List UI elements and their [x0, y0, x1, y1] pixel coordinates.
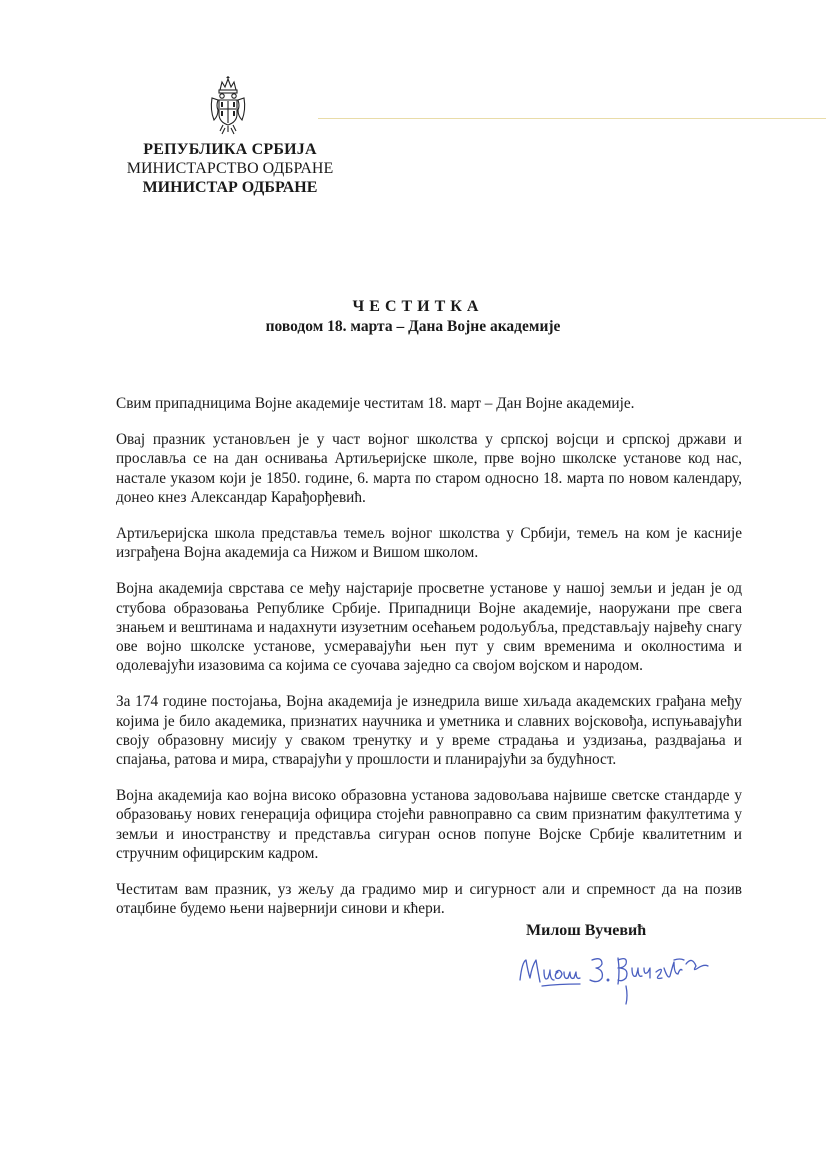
republic-name: РЕПУБЛИКА СРБИЈА	[143, 141, 317, 158]
letterhead	[100, 140, 360, 197]
paragraph: Честитам вам празник, уз жељу да градимо мир и сигурност али и спремност да на позив отаџбине будемо њени највернији синови и кћери.	[116, 881, 742, 918]
paragraph: За 174 године постојања, Војна академија је изнедрила више хиљада академских грађана међу којима је било академика, признатих научника и уметника и славних војсковођа, испуњавајући своју образовну мисију у сваком тренутку и у време страдања и уздизања, раздвајања и спајања, ратова и мира, стварајући у прошлости и планирајући за будућност.	[116, 693, 742, 769]
paragraph: Артиљеријска школа представља темељ војног школства у Србији, темељ на ком је касније изграђена Војна академија са Нижом и Вишом школом.	[116, 525, 742, 562]
minister-title: МИНИСТАР ОДБРАНЕ	[142, 179, 318, 196]
handwritten-signature	[514, 938, 714, 1008]
paragraph: Војна академија као војна високо образовна установа задовољава највише светске стандарде у образовању нових генерација официра стојећи равноправно са свим признатим факултетима у земљи и иностранству и представља сигуран основ попуне Војске Србије квалитетним и стручним официрским кадром.	[116, 787, 742, 862]
header-rule	[318, 118, 826, 119]
title-subtitle: поводом 18. марта – Дана Војне академије	[265, 318, 561, 335]
paragraph: Овај празник установљен је у част војног школства у српској војсци и српској држави и прославља се на дан оснивања Артиљеријске школе, прве војно школске установе код нас, настале указом који је 1850. године, 6. марта по старом односно 18. марта по новом календару, донео кнез Александар Карађорђевић.	[116, 431, 742, 506]
signer-name: Милош Вучевић	[526, 922, 647, 939]
serbian-coat-of-arms-icon	[208, 76, 248, 138]
letter-body	[116, 394, 742, 935]
paragraph: Свим припадницима Војне академије честитам 18. март – Дан Војне академије.	[116, 395, 635, 412]
document-title	[0, 297, 826, 337]
ministry-name: МИНИСТАРСТВО ОДБРАНЕ	[126, 160, 334, 177]
paragraph: Војна академија сврстава се међу најстарије просветне установе у нашој земљи и један је од стубова образовања Републике Србије. Припадници Војне академије, наоружани пре свега знањем и вештинама и надахнути изузетним осећањем родољубља, представљају највећу снагу ове војно школске установе, усмеравајући њен пут у свим временима и околностима и одолевајући изазовима са којима се суочава заједно са својом војском и народом.	[116, 580, 742, 675]
title-main: ЧЕСТИТКА	[352, 298, 484, 315]
